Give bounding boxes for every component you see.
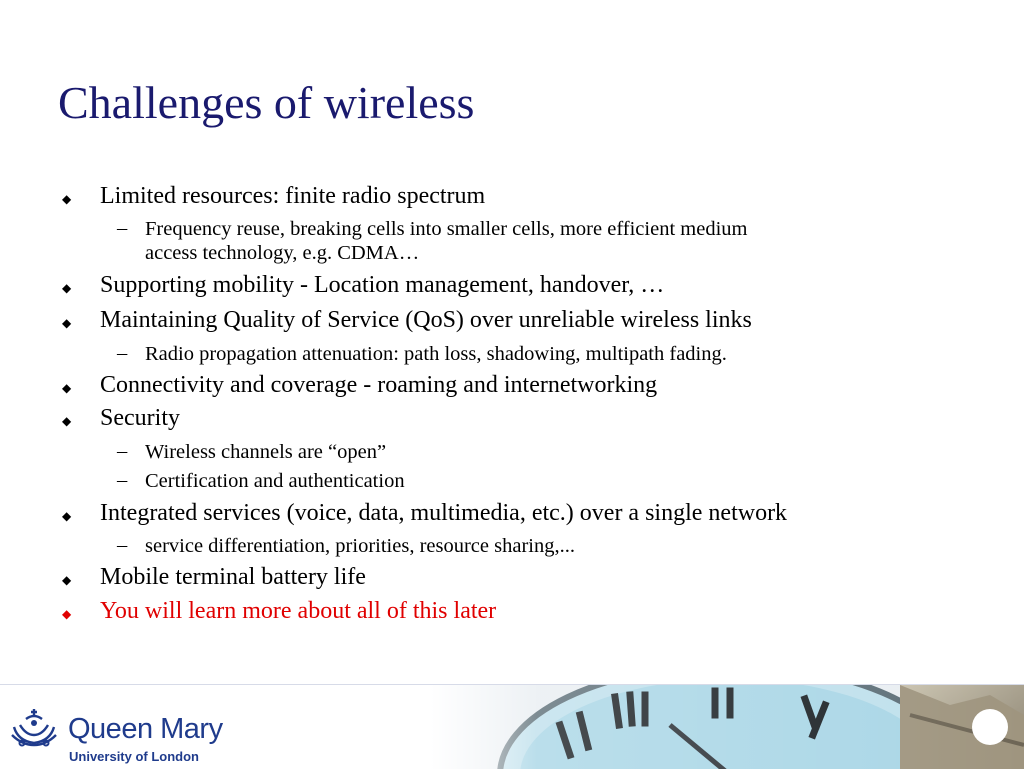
- diamond-bullet-icon: ◆: [62, 607, 72, 621]
- bullet-text: Supporting mobility - Location management, handover, …: [100, 272, 665, 298]
- bullet-text: Limited resources: finite radio spectrum: [100, 183, 486, 209]
- bullet-text: Mobile terminal battery life: [100, 564, 366, 590]
- crown-crest-icon: [8, 705, 60, 755]
- bullet-text: Integrated services (voice, data, multimedia, etc.) over a single network: [100, 500, 788, 526]
- dash-marker: –: [117, 440, 128, 462]
- slide-footer: [0, 684, 1024, 769]
- dash-marker: –: [117, 469, 128, 491]
- diamond-bullet-icon: ◆: [62, 192, 72, 206]
- diamond-bullet-icon: ◆: [62, 509, 72, 523]
- bullet-text: Security: [100, 405, 180, 431]
- dash-marker: –: [117, 217, 128, 239]
- bullet-text: You will learn more about all of this later: [100, 598, 497, 624]
- sub-bullet-text: Certification and authentication: [145, 470, 405, 492]
- diamond-bullet-icon: ◆: [62, 381, 72, 395]
- sub-bullet-text: Wireless channels are “open”: [145, 441, 387, 463]
- sub-bullet-text: service differentiation, priorities, resource sharing,...: [145, 535, 575, 557]
- diamond-bullet-icon: ◆: [62, 573, 72, 587]
- sub-bullet-text: Radio propagation attenuation: path loss, shadowing, multipath fading.: [145, 343, 727, 365]
- bullet-text: Connectivity and coverage - roaming and internetworking: [100, 372, 658, 398]
- clock-tower-image: [430, 685, 1024, 769]
- logo-name: Queen Mary: [68, 713, 223, 745]
- dash-marker: –: [117, 342, 128, 364]
- slide-title: Challenges of wireless: [58, 77, 475, 128]
- diamond-bullet-icon: ◆: [62, 281, 72, 295]
- logo-subtitle: University of London: [69, 749, 199, 764]
- bullet-text: Maintaining Quality of Service (QoS) over unreliable wireless links: [100, 307, 752, 333]
- sub-bullet-text: Frequency reuse, breaking cells into smaller cells, more efficient medium: [145, 218, 748, 240]
- dash-marker: –: [117, 534, 128, 556]
- diamond-bullet-icon: ◆: [62, 414, 72, 428]
- sub-bullet-text-cont: access technology, e.g. CDMA…: [145, 242, 420, 264]
- diamond-bullet-icon: ◆: [62, 316, 72, 330]
